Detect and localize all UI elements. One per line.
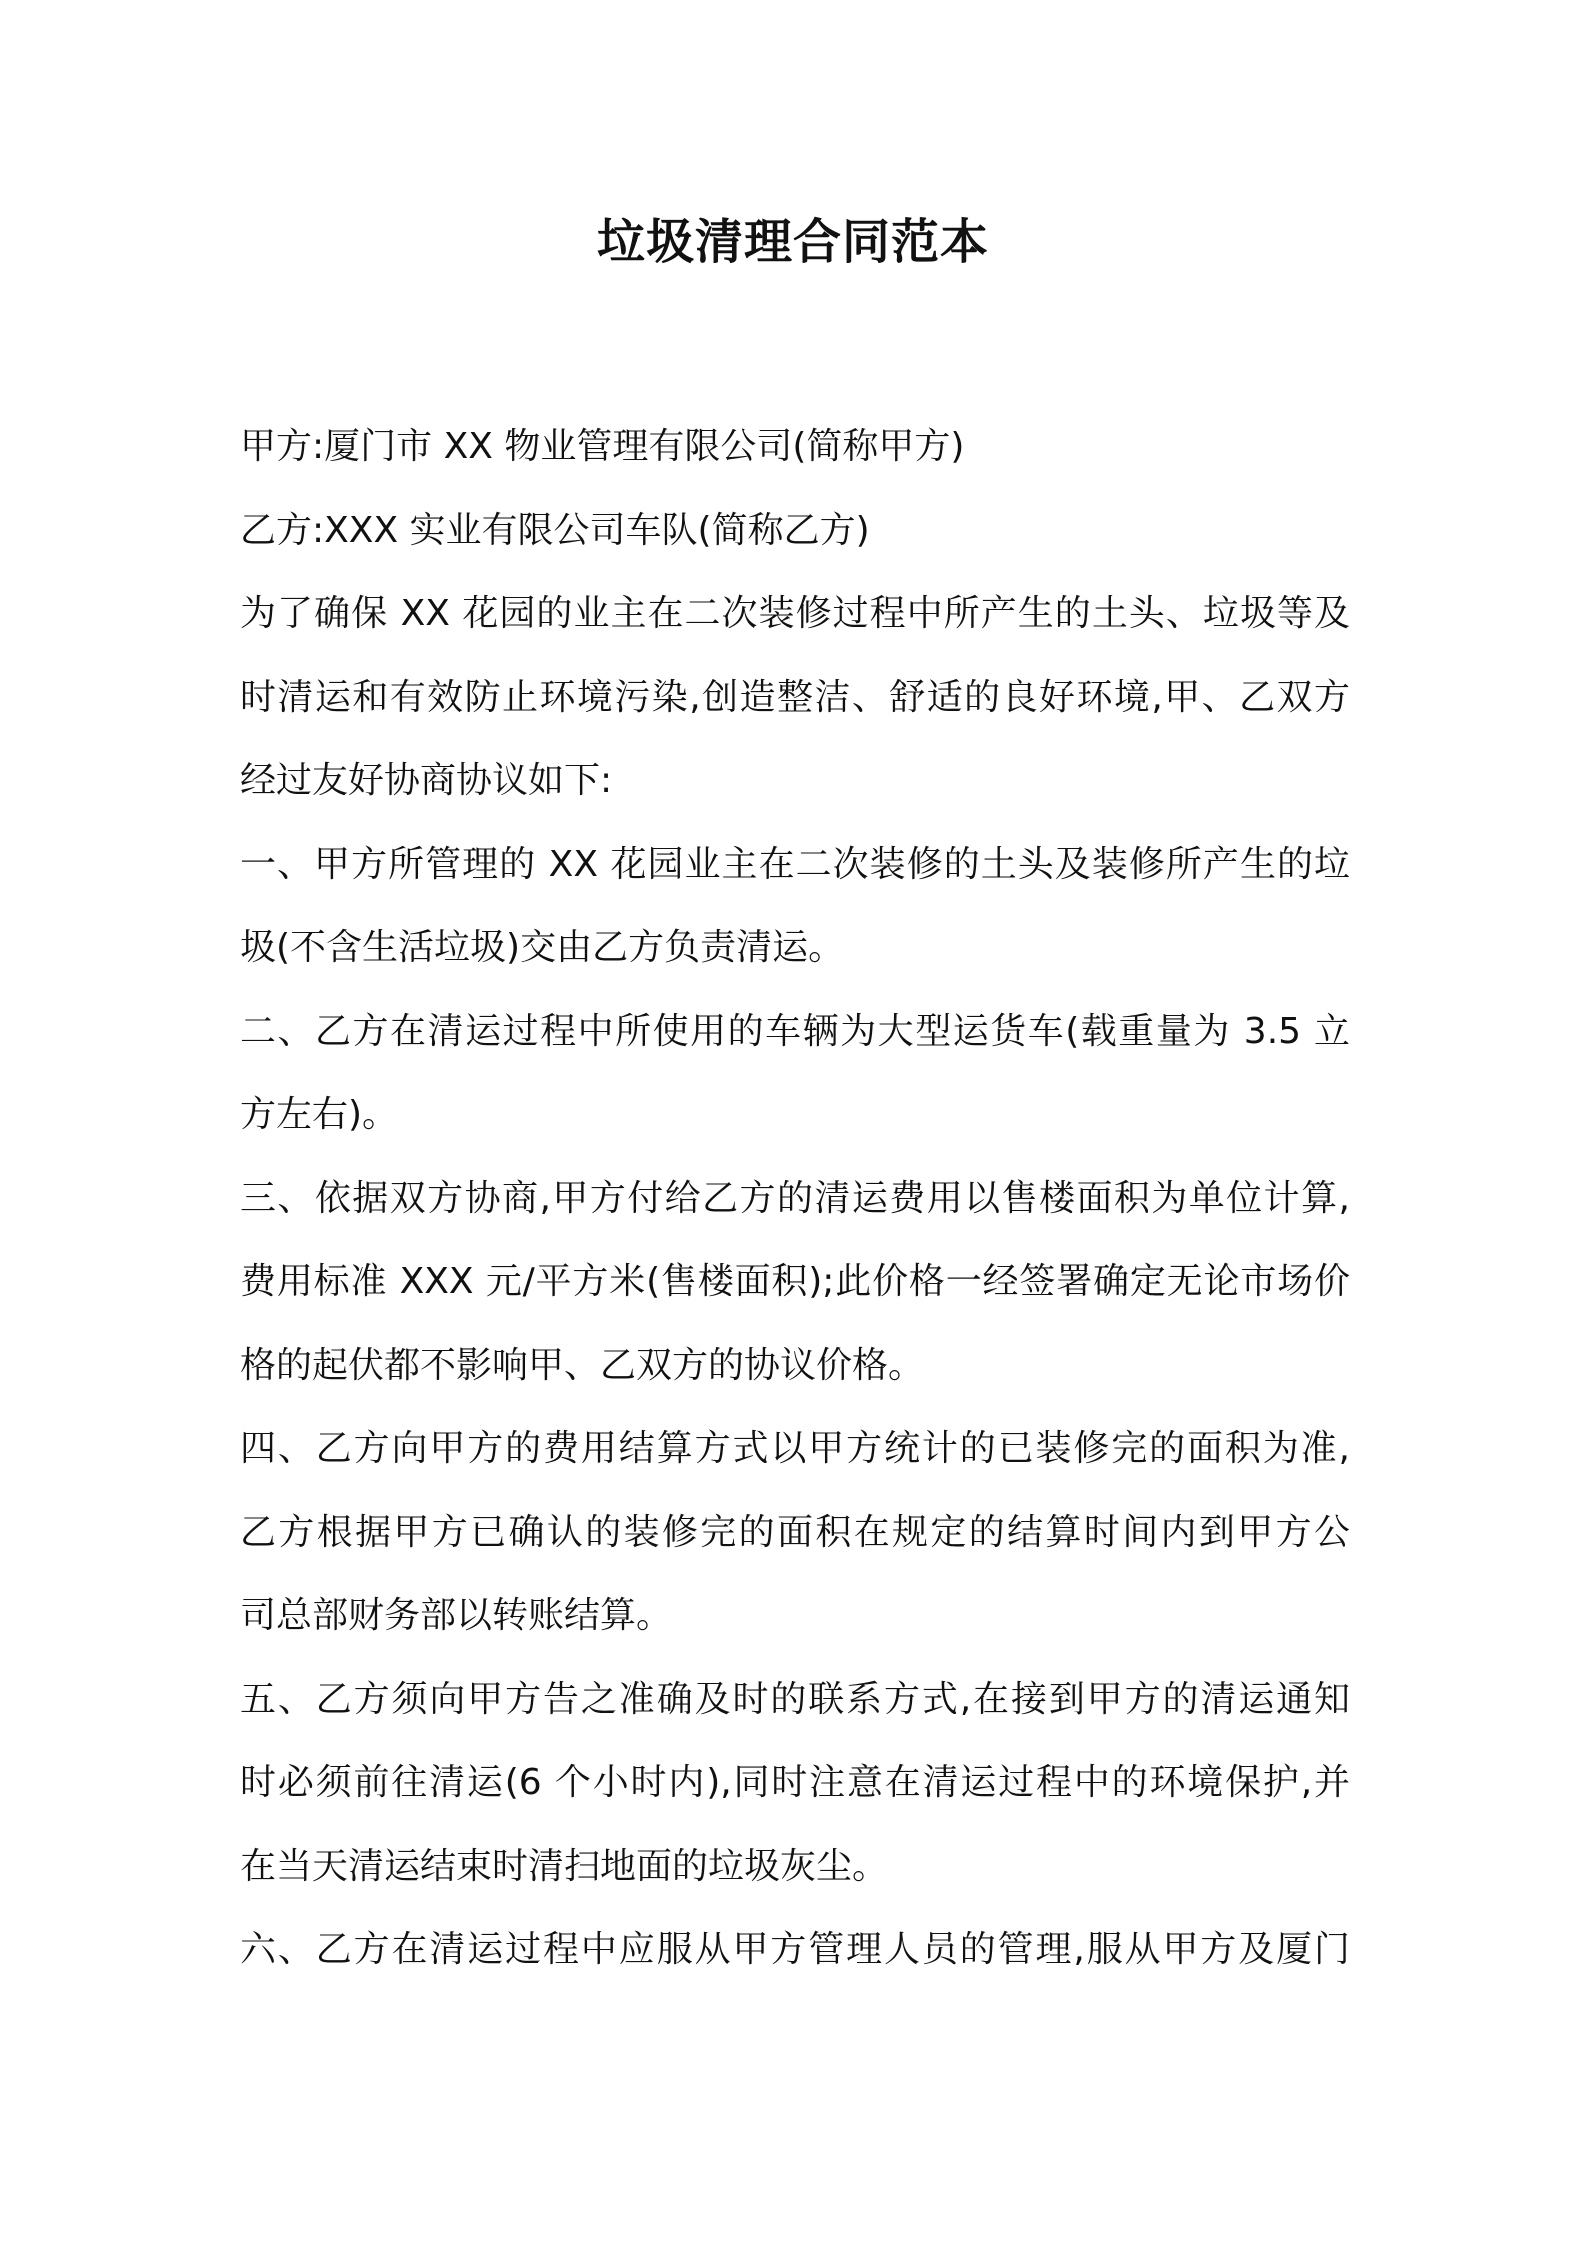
clause-5-line-1: 五、乙方须向甲方告之准确及时的联系方式,在接到甲方的清运通知: [240, 1678, 1350, 1720]
clause-4-line-2: 乙方根据甲方已确认的装修完的面积在规定的结算时间内到甲方公: [240, 1511, 1350, 1553]
clause-4-line-3: 司总部财务部以转账结算。: [240, 1595, 673, 1636]
clause-4-line-1: 四、乙方向甲方的费用结算方式以甲方统计的已装修完的面积为准,: [240, 1428, 1350, 1469]
preamble-line-1: 为了确保 XX 花园的业主在二次装修过程中所产生的土头、垃圾等及: [240, 593, 1350, 634]
preamble-line-2: 时清运和有效防止环境污染,创造整洁、舒适的良好环境,甲、乙双方: [240, 676, 1350, 718]
preamble-line-3: 经过友好协商协议如下:: [240, 760, 613, 801]
clause-3-line-1: 三、依据双方协商,甲方付给乙方的清运费用以售楼面积为单位计算,: [240, 1177, 1350, 1219]
clause-3-line-3: 格的起伏都不影响甲、乙双方的协议价格。: [240, 1344, 925, 1386]
clause-5-line-3: 在当天清运结束时清扫地面的垃圾灰尘。: [240, 1845, 889, 1887]
document-title: 垃圾清理合同范本: [596, 214, 989, 270]
document-body: [240, 405, 1350, 1992]
clause-1-line-1: 一、甲方所管理的 XX 花园业主在二次装修的土头及装修所产生的垃: [240, 843, 1350, 885]
clause-2-line-1: 二、乙方在清运过程中所使用的车辆为大型运货车(载重量为 3.5 立: [240, 1010, 1350, 1052]
clause-6-line-1: 六、乙方在清运过程中应服从甲方管理人员的管理,服从甲方及厦门: [240, 1929, 1350, 1970]
clause-2-line-2: 方左右)。: [240, 1094, 399, 1135]
party-a-line: 甲方:厦门市 XX 物业管理有限公司(简称甲方): [240, 426, 965, 467]
clause-3-line-2: 费用标准 XXX 元/平方米(售楼面积);此价格一经签署确定无论市场价: [240, 1261, 1350, 1302]
party-b-line: 乙方:XXX 实业有限公司车队(简称乙方): [240, 509, 870, 551]
clause-1-line-2: 圾(不含生活垃圾)交由乙方负责清运。: [240, 927, 845, 968]
clause-5-line-2: 时必须前往清运(6 个小时内),同时注意在清运过程中的环境保护,并: [240, 1762, 1350, 1803]
